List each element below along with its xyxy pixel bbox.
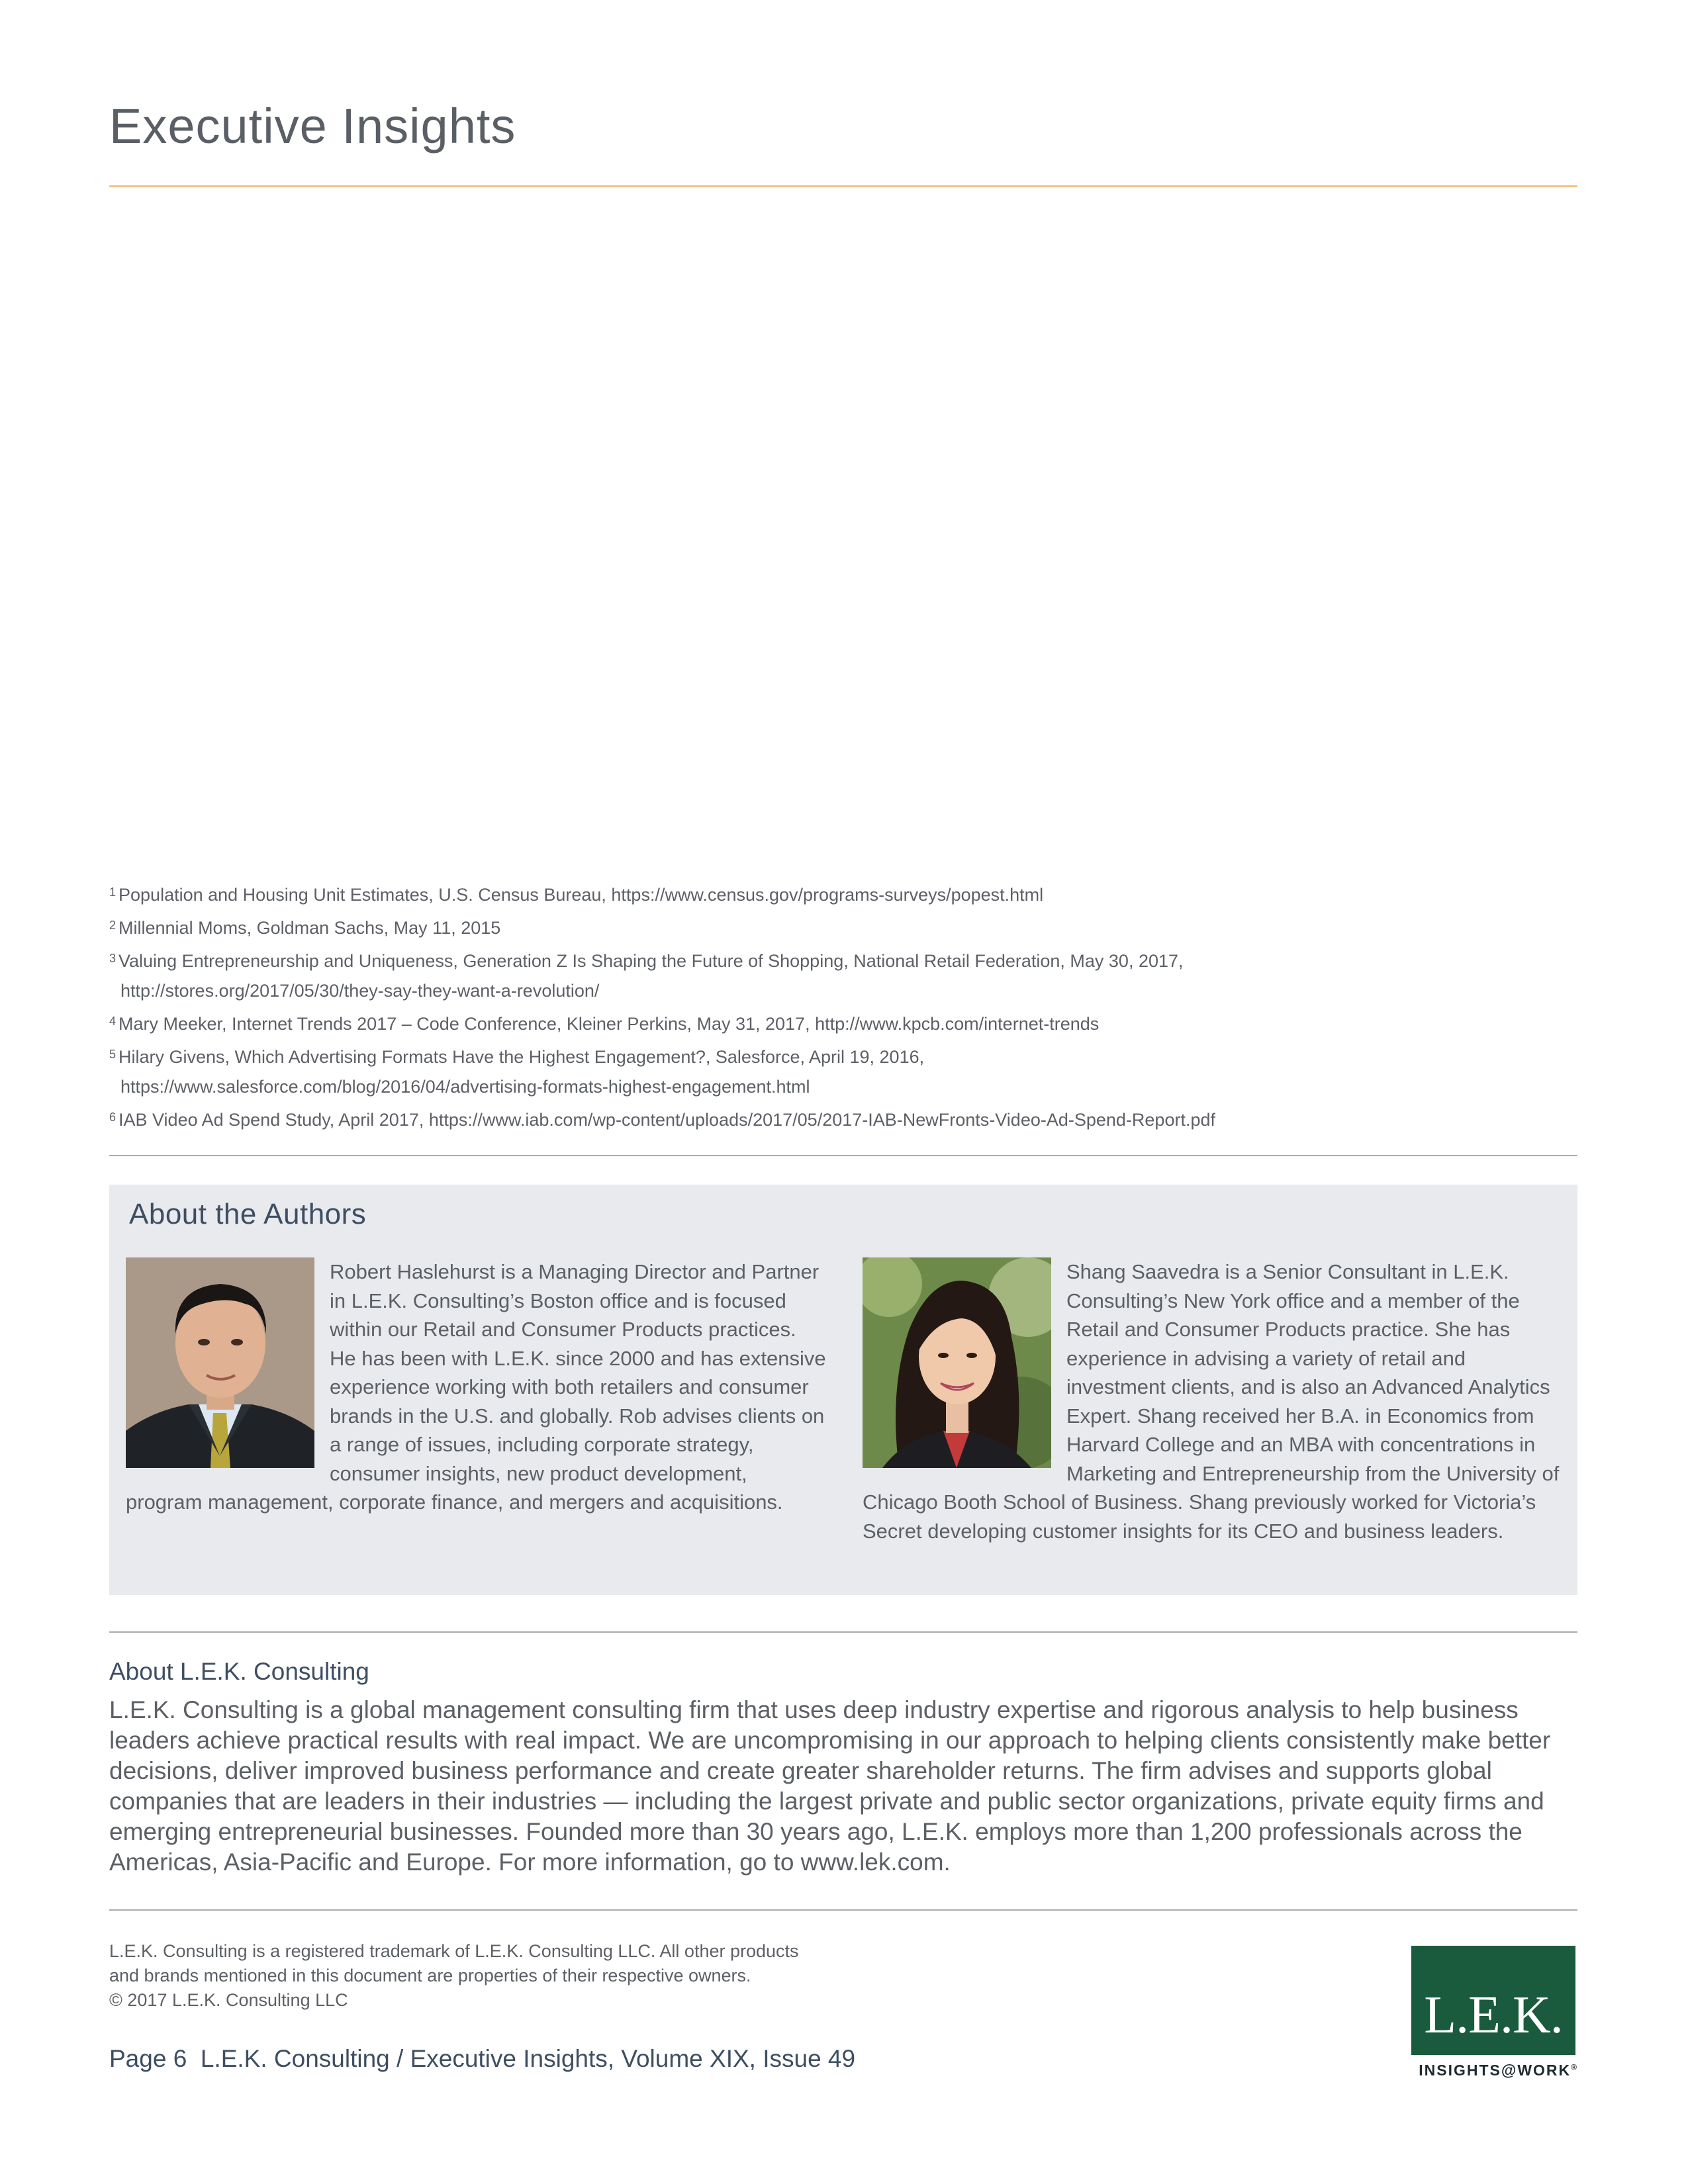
footnote xyxy=(109,880,1577,910)
copyright-line: © 2017 L.E.K. Consulting LLC xyxy=(109,1990,348,2010)
footnote-number: 4 xyxy=(109,1015,117,1028)
footnote-link[interactable]: http://stores.org/2017/05/30/they-say-they-want-a-revolution/ xyxy=(120,981,600,1001)
page-footer xyxy=(109,2045,855,2073)
page-number: Page 6 xyxy=(109,2045,187,2072)
footnote xyxy=(109,1009,1577,1039)
footnote-text: Millennial Moms, Goldman Sachs, May 11, 2015 xyxy=(118,918,501,938)
lek-logo-tagline-text: INSIGHTS@WORK xyxy=(1419,2062,1571,2079)
footnote-text: Population and Housing Unit Estimates, U.S. Census Bureau, https://www.census.gov/programs-surveys/popest.html xyxy=(118,885,1044,905)
footnote xyxy=(109,1042,1577,1102)
legal-line: L.E.K. Consulting is a registered trademark of L.E.K. Consulting LLC. All other products xyxy=(109,1941,799,1961)
lek-logo-text: L.E.K. xyxy=(1424,1986,1563,2044)
footnote-text: Valuing Entrepreneurship and Uniqueness, Generation Z Is Shaping the Future of Shopping, National Retail Federation, May 30, 2017, xyxy=(118,951,1184,971)
footnote-number: 3 xyxy=(109,952,117,965)
footnotes-list xyxy=(109,880,1577,1138)
about-lek-heading: About L.E.K. Consulting xyxy=(109,1658,369,1685)
footnote-number: 5 xyxy=(109,1048,117,1061)
author-bio-shang: Shang Saavedra is a Senior Consultant in L.E.K. Consulting’s New York office and a member of the Retail and Consumer Products practice. She has experience in advising a variety of retail and investment clients, and is also an Advanced Analytics Expert. Shang received her B.A. in Economics from Harvard College and an MBA with concentrations in Marketing and Entrepreneurship from the University of Chicago Booth School of Business. Shang previously worked for Victoria’s Secret developing customer insights for its CEO and business leaders. xyxy=(863,1260,1560,1543)
footnote xyxy=(109,1105,1577,1135)
footnotes-divider xyxy=(109,1155,1577,1156)
author-photo-shang xyxy=(863,1257,1051,1468)
legal-line: and brands mentioned in this document are properties of their respective owners. xyxy=(109,1966,751,1985)
legal-notice xyxy=(109,1939,970,2013)
about-authors-panel xyxy=(109,1185,1577,1595)
footnote-number: 1 xyxy=(109,886,117,899)
footnote xyxy=(109,946,1577,1006)
about-lek-text: L.E.K. Consulting is a global management consulting firm that uses deep industry expertise and rigorous analysis to help business leaders achieve practical results with real impact. We are uncompromising in our approach to helping clients consistently make better decisions, deliver improved business performance and create greater shareholder returns. The firm advises and supports global companies that are leaders in their industries — including the largest private and public sector organizations, private equity firms and emerging entrepreneurial businesses. Founded more than 30 years ago, L.E.K. employs more than 1,200 professionals across the Americas, Asia-Pacific and Europe. For more information, go to www.lek.com. xyxy=(109,1696,1551,1876)
about-authors-heading: About the Authors xyxy=(129,1198,367,1230)
page-header-title: Executive Insights xyxy=(109,99,516,154)
footnote xyxy=(109,913,1577,943)
footnote-text: Hilary Givens, Which Advertising Formats Have the Highest Engagement?, Salesforce, April 19, 2016, xyxy=(118,1047,925,1067)
authors-divider xyxy=(109,1631,1577,1633)
author-photo-robert xyxy=(126,1257,314,1468)
author-block xyxy=(863,1257,1564,1545)
about-lek-section xyxy=(109,1658,1577,1878)
author-block xyxy=(126,1257,827,1517)
header-divider xyxy=(109,185,1577,187)
footnote-number: 2 xyxy=(109,919,117,932)
footnote-link[interactable]: https://www.salesforce.com/blog/2016/04/advertising-formats-highest-engagement.html xyxy=(120,1077,810,1097)
author-bio-robert: Robert Haslehurst is a Managing Director and Partner in L.E.K. Consulting’s Boston office and is focused within our Retail and Consumer Products practices. He has been with L.E.K. since 2000 and has extensive experience working with both retailers and consumer brands in the U.S. and globally. Rob advises clients on a range of issues, including corporate strategy, consumer insights, new product development, program management, corporate finance, and mergers and acquisitions. xyxy=(126,1260,826,1514)
footnote-number: 6 xyxy=(109,1111,117,1124)
registered-mark: ® xyxy=(1571,2062,1578,2072)
footnote-text: IAB Video Ad Spend Study, April 2017, https://www.iab.com/wp-content/uploads/2017/05/2017-IAB-NewFronts-Video-Ad-Spend-Report.pdf xyxy=(118,1110,1215,1130)
about-divider xyxy=(109,1909,1577,1911)
footnote-text: Mary Meeker, Internet Trends 2017 – Code Conference, Kleiner Perkins, May 31, 2017, http://www.kpcb.com/internet-trends xyxy=(118,1014,1100,1034)
lek-logo xyxy=(1411,1946,1575,2055)
publication-info: L.E.K. Consulting / Executive Insights, Volume XIX, Issue 49 xyxy=(200,2045,856,2072)
lek-logo-tagline xyxy=(1411,2062,1578,2079)
